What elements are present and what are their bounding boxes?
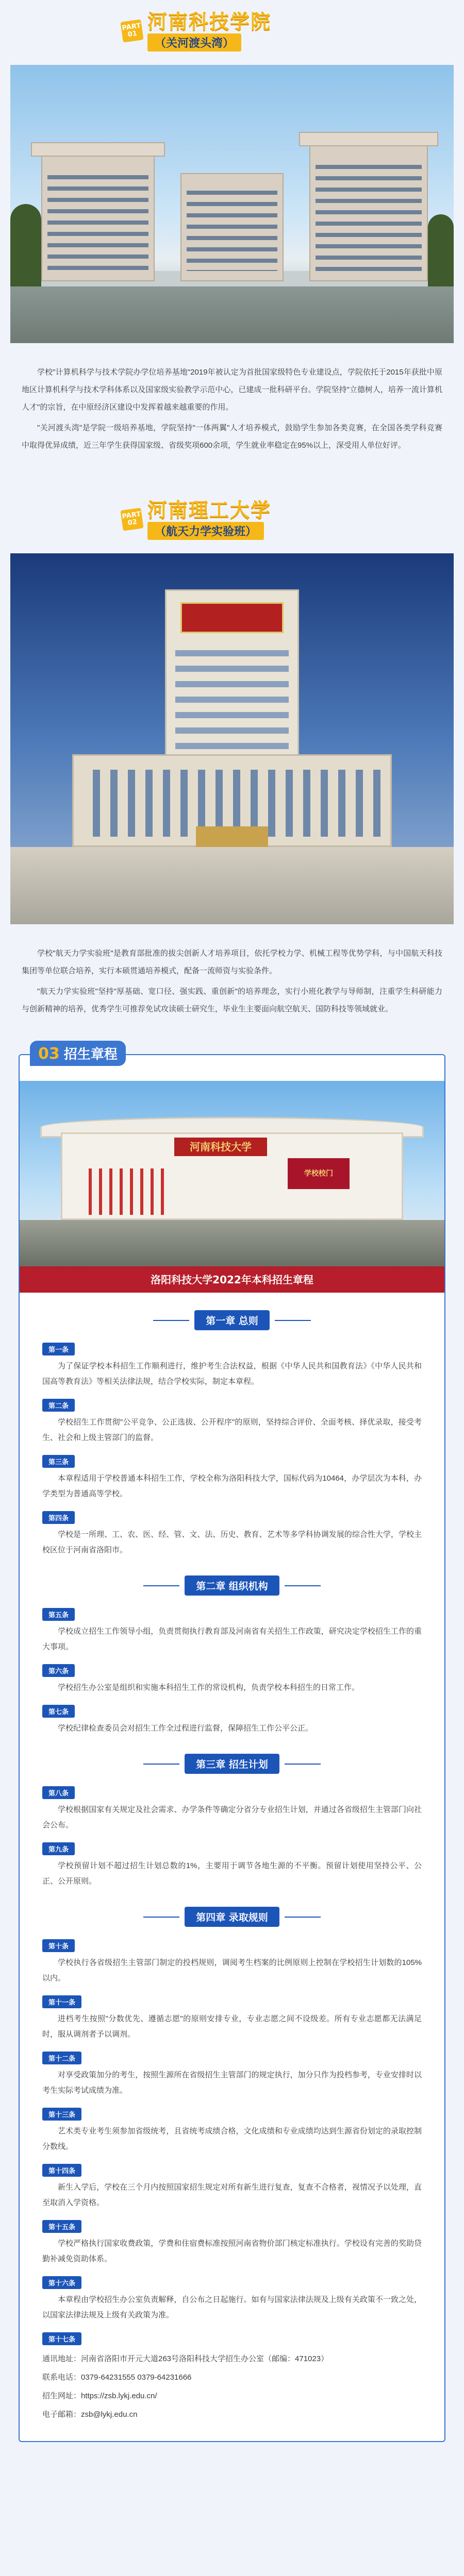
section-1 bbox=[0, 0, 464, 454]
gate-banner: 河南科技大学 bbox=[174, 1138, 267, 1156]
chapter-4-header: 第四章 录取规则 bbox=[20, 1907, 444, 1927]
article: 第十二条 对享受政策加分的考生，按照生源所在省级招生主管部门的规定执行，加分只作为投档参考，专业安排时以考生实际考试成绩为准。 bbox=[42, 2052, 422, 2098]
chapter-2-header: 第二章 组织机构 bbox=[20, 1575, 444, 1596]
section-1-header bbox=[122, 12, 464, 49]
contact-phone: 联系电话：0379-64231555 0379-64231666 bbox=[42, 2373, 192, 2382]
chapter-3-header: 第三章 招生计划 bbox=[20, 1754, 444, 1774]
article: 第十五条 学校严格执行国家收费政策，学费和住宿费标准按照河南省物价部门核定标准执行。学校设有完善的奖助贷勤补减免资助体系。 bbox=[42, 2220, 422, 2267]
gate-plaque: 学校校门 bbox=[288, 1158, 350, 1189]
article: 第一条 为了保证学校本科招生工作顺利进行，维护考生合法权益，根据《中华人民共和国教育法》《中华人民共和国高等教育法》等相关法律法规，结合学校实际，制定本章程。 bbox=[42, 1343, 422, 1389]
article: 第九条 学校预留计划不超过招生计划总数的1%，主要用于调节各地生源的不平衡。预留计划使用坚持公平、公正、公开原则。 bbox=[42, 1842, 422, 1889]
gate-caption: 洛阳科技大学2022年本科招生章程 bbox=[20, 1266, 444, 1293]
article: 第十六条 本章程由学校招生办公室负责解释，自公布之日起施行。如有与国家法律法规及上级有关政策不一致之处，以国家法律法规及上级有关政策为准。 bbox=[42, 2276, 422, 2323]
section-3-number: 03 bbox=[38, 1045, 60, 1063]
article: 第四条 学校是一所理、工、农、医、经、管、文、法、历史、教育、艺术等多学科协调发展的综合性大学，学校主校区位于河南省洛阳市。 bbox=[42, 1511, 422, 1558]
article: 第十条 学校执行各省级招生主管部门制定的投档规则，调阅考生档案的比例原则上控制在学校招生计划数的105%以内。 bbox=[42, 1939, 422, 1986]
article: 第十四条 新生入学后，学校在三个月内按照国家招生规定对所有新生进行复查，复查不合格者，视情况予以处理，直至取消入学资格。 bbox=[42, 2164, 422, 2211]
contact-website-link[interactable]: 招生网址：https://zsb.lykj.edu.cn/ bbox=[42, 2392, 157, 2400]
chapter-1-header: 第一章 总则 bbox=[20, 1310, 444, 1330]
article: 第八条 学校根据国家有关规定及社会需求、办学条件等确定分省分专业招生计划，并通过各省级招生主管部门向社会公布。 bbox=[42, 1786, 422, 1833]
campus-photo-1 bbox=[10, 65, 454, 343]
section-2-paragraph: 学校"航天力学实验班"是教育部批准的拔尖创新人才培养项目，依托学校力学、机械工程等优势学科，与中国航天科技集团等单位联合培养，实行本硕贯通培养模式，配备一流师资与实验条件。 bbox=[22, 949, 442, 975]
contact-address: 通讯地址：河南省洛阳市开元大道263号洛阳科技大学招生办公室（邮编：471023） bbox=[42, 2354, 329, 2363]
article: 第七条 学校纪律检查委员会对招生工作全过程进行监督，保障招生工作公平公正。 bbox=[42, 1705, 422, 1736]
section-1-paragraph: 学校"计算机科学与技术学院办学位培养基地"2019年被认定为首批国家级特色专业建设点，学院依托于2015年获批中原地区计算机科学与技术学科体系以及国家级实验教学示范中心，已建成一批科研平台。学院坚持"立德树人，培养一流计算机人才"的宗旨，在中原经济区建设中发挥着越来越重要的作用。 bbox=[22, 368, 442, 412]
section-2 bbox=[0, 498, 464, 1018]
section-1-number: PART 01 bbox=[120, 19, 143, 42]
article: 第五条 学校成立招生工作领导小组，负责贯彻执行教育部及河南省有关招生工作政策，研究决定学校招生工作的重大事项。 bbox=[42, 1608, 422, 1655]
section-2-subtitle: （航天力学实验班） bbox=[147, 522, 264, 540]
section-2-number: PART 02 bbox=[120, 507, 143, 531]
section-1-title: 河南科技学院 bbox=[147, 10, 272, 33]
campus-photo-2 bbox=[10, 553, 454, 924]
article: 第三条 本章程适用于学校普通本科招生工作，学校全称为洛阳科技大学，国标代码为10464，办学层次为本科，办学类型为普通高等学校。 bbox=[42, 1455, 422, 1502]
section-2-paragraph: "航天力学实验班"坚持"厚基础、宽口径、强实践、重创新"的培养理念，实行小班化教学与导师制，注重学生科研能力与创新精神的培养，优秀学生可推荐免试攻读硕士研究生，毕业生主要面向航空航天、国防科技等领域就业。 bbox=[22, 987, 442, 1013]
article: 第十一条 进档考生按照"分数优先、遵循志愿"的原则安排专业，专业志愿之间不设级差。所有专业志愿都无法满足时，服从调剂者予以调剂。 bbox=[42, 1995, 422, 2042]
section-1-paragraph: "关河渡头湾"是学院一级培养基地，学院坚持"一体两翼"人才培养模式，鼓励学生参加各类竞赛，在全国各类学科竞赛中取得优异成绩，近三年学生获得国家级、省级奖项600余项，学生就业率稳定在95%以上，深受用人单位好评。 bbox=[22, 423, 442, 450]
article: 第二条 学校招生工作贯彻"公平竞争、公正选拔、公开程序"的原则，坚持综合评价、全面考核、择优录取，接受考生、社会和上级主管部门的监督。 bbox=[42, 1399, 422, 1446]
section-1-subtitle: （关河渡头湾） bbox=[147, 33, 241, 52]
article: 第十三条 艺术类专业考生须参加省级统考，且省统考成绩合格，文化成绩和专业成绩均达到生源省份划定的录取控制分数线。 bbox=[42, 2108, 422, 2155]
contact-article: 第十七条 bbox=[42, 2332, 422, 2348]
section-2-header bbox=[121, 498, 464, 538]
admissions-card bbox=[19, 1045, 445, 2442]
contact-email-link[interactable]: 电子邮箱：zsb@lykj.edu.cn bbox=[42, 2410, 138, 2419]
section-3 bbox=[0, 1045, 464, 2442]
gate-photo bbox=[20, 1081, 444, 1266]
admissions-tab: 03 招生章程 bbox=[30, 1041, 126, 1066]
section-2-title: 河南理工大学 bbox=[147, 498, 272, 521]
article: 第六条 学校招生办公室是组织和实施本科招生工作的常设机构，负责学校本科招生的日常工作。 bbox=[42, 1664, 422, 1696]
